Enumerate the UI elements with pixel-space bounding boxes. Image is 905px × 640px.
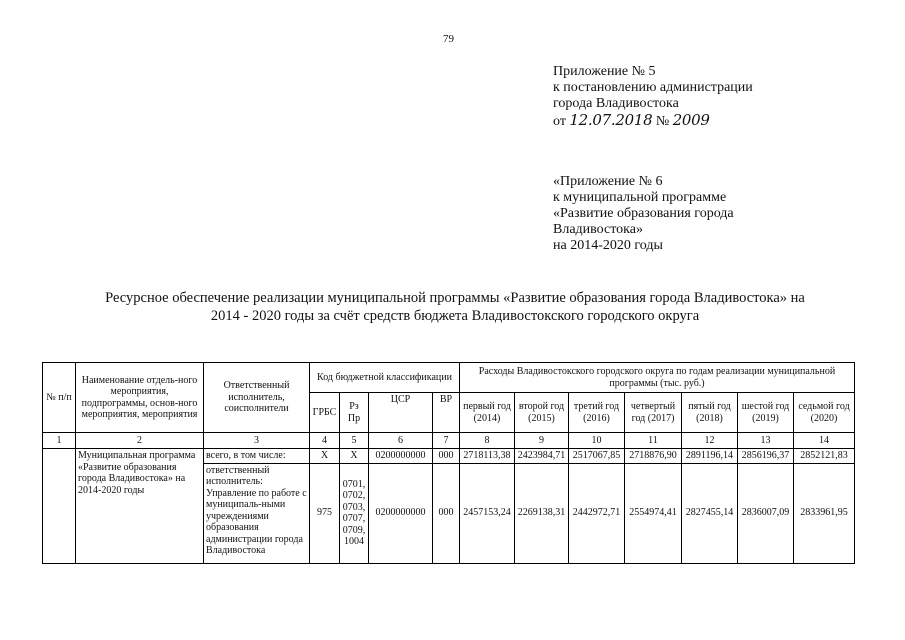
appendix-5-line3: города Владивостока — [553, 96, 679, 111]
appendix-5-line1: Приложение № 5 — [553, 64, 656, 79]
header-num: № п/п — [43, 363, 76, 433]
document-title-line2: 2014 - 2020 годы за счёт средств бюджета Владивостокского городского округа — [210, 308, 700, 324]
header-year-1: первый год (2014) — [460, 393, 515, 433]
handwritten-number: 2009 — [672, 111, 710, 129]
column-number: 5 — [340, 433, 369, 449]
value-cell: 2457153,24 — [460, 463, 515, 563]
value-cell: 2718876,90 — [625, 449, 682, 464]
value-cell: 2891196,14 — [682, 449, 738, 464]
header-responsible: Ответственный исполнитель, соисполнители — [204, 363, 310, 433]
vr-cell: 000 — [433, 463, 460, 563]
header-year-6: шестой год (2019) — [738, 393, 794, 433]
value-cell: 2718113,38 — [460, 449, 515, 464]
table-row — [43, 449, 855, 464]
value-cell: 2517067,85 — [569, 449, 625, 464]
value-cell: 2423984,71 — [515, 449, 569, 464]
header-year-2: второй год (2015) — [515, 393, 569, 433]
vr-cell: 000 — [433, 449, 460, 464]
handwritten-date: 12.07.2018 — [569, 111, 653, 129]
column-number: 9 — [515, 433, 569, 449]
header-name: Наименование отдель-ного мероприятия, подпрограммы, основ-ного мероприятия, мероприятия — [76, 363, 204, 433]
header-grbs: ГРБС — [310, 393, 340, 433]
column-number: 2 — [76, 433, 204, 449]
grbs-cell: 975 — [310, 463, 340, 563]
grbs-cell: Х — [310, 449, 340, 464]
appendix-6-block — [553, 174, 734, 254]
column-number: 12 — [682, 433, 738, 449]
column-number: 10 — [569, 433, 625, 449]
column-number: 4 — [310, 433, 340, 449]
value-cell: 2442972,71 — [569, 463, 625, 563]
value-cell: 2833961,95 — [794, 463, 855, 563]
value-cell: 2269138,31 — [515, 463, 569, 563]
appendix-5-block — [553, 64, 753, 130]
value-cell: 2827455,14 — [682, 463, 738, 563]
csr-cell: 0200000000 — [369, 449, 433, 464]
csr-cell: 0200000000 — [369, 463, 433, 563]
header-expenses: Расходы Владивостокского городского округа по годам реализации муниципальной программы (тыс. руб.) — [460, 363, 855, 393]
header-vr: ВР — [433, 393, 460, 433]
budget-table — [42, 362, 855, 564]
appendix-6-line3: «Развитие образования города — [553, 206, 734, 221]
header-year-4: четвертый год (2017) — [625, 393, 682, 433]
appendix-6-line2: к муниципальной программе — [553, 190, 727, 205]
header-budget-code: Код бюджетной классификации — [310, 363, 460, 393]
header-rzpr: Рз Пр — [340, 393, 369, 433]
column-number: 13 — [738, 433, 794, 449]
appendix-5-date-line — [553, 112, 753, 130]
number-prefix: № — [655, 114, 670, 129]
column-number: 7 — [433, 433, 460, 449]
column-number: 11 — [625, 433, 682, 449]
header-year-7: седьмой год (2020) — [794, 393, 855, 433]
document-title — [60, 289, 850, 325]
column-number: 8 — [460, 433, 515, 449]
page-number: 79 — [443, 33, 454, 45]
column-number: 6 — [369, 433, 433, 449]
responsible-cell: ответственный исполнитель: Управление по работе с муниципаль-ными учреждениями образования администрации города Владивостока — [204, 463, 310, 563]
column-numbers-row — [43, 433, 855, 449]
program-name-cell: Муниципальная программа «Развитие образования города Владивостока» на 2014-2020 годы — [76, 449, 204, 564]
rzpr-cell: 0701, 0702, 0703, 0707, 0709, 1004 — [340, 463, 369, 563]
appendix-6-line5: на 2014-2020 годы — [553, 238, 663, 253]
value-cell: 2852121,83 — [794, 449, 855, 464]
row-number-cell — [43, 449, 76, 564]
header-year-3: третий год (2016) — [569, 393, 625, 433]
value-cell: 2836007,09 — [738, 463, 794, 563]
column-number: 1 — [43, 433, 76, 449]
value-cell: 2856196,37 — [738, 449, 794, 464]
date-prefix: от — [553, 114, 566, 129]
appendix-5-line2: к постановлению администрации — [553, 80, 753, 95]
header-year-5: пятый год (2018) — [682, 393, 738, 433]
value-cell: 2554974,41 — [625, 463, 682, 563]
rzpr-cell: Х — [340, 449, 369, 464]
responsible-cell: всего, в том числе: — [204, 449, 310, 464]
header-csr: ЦСР — [369, 393, 433, 433]
appendix-6-line4: Владивостока» — [553, 222, 643, 237]
appendix-6-line1: «Приложение № 6 — [553, 174, 663, 189]
document-title-line1: Ресурсное обеспечение реализации муниципальной программы «Развитие образования города Владивостока» на — [105, 290, 805, 306]
column-number: 14 — [794, 433, 855, 449]
column-number: 3 — [204, 433, 310, 449]
